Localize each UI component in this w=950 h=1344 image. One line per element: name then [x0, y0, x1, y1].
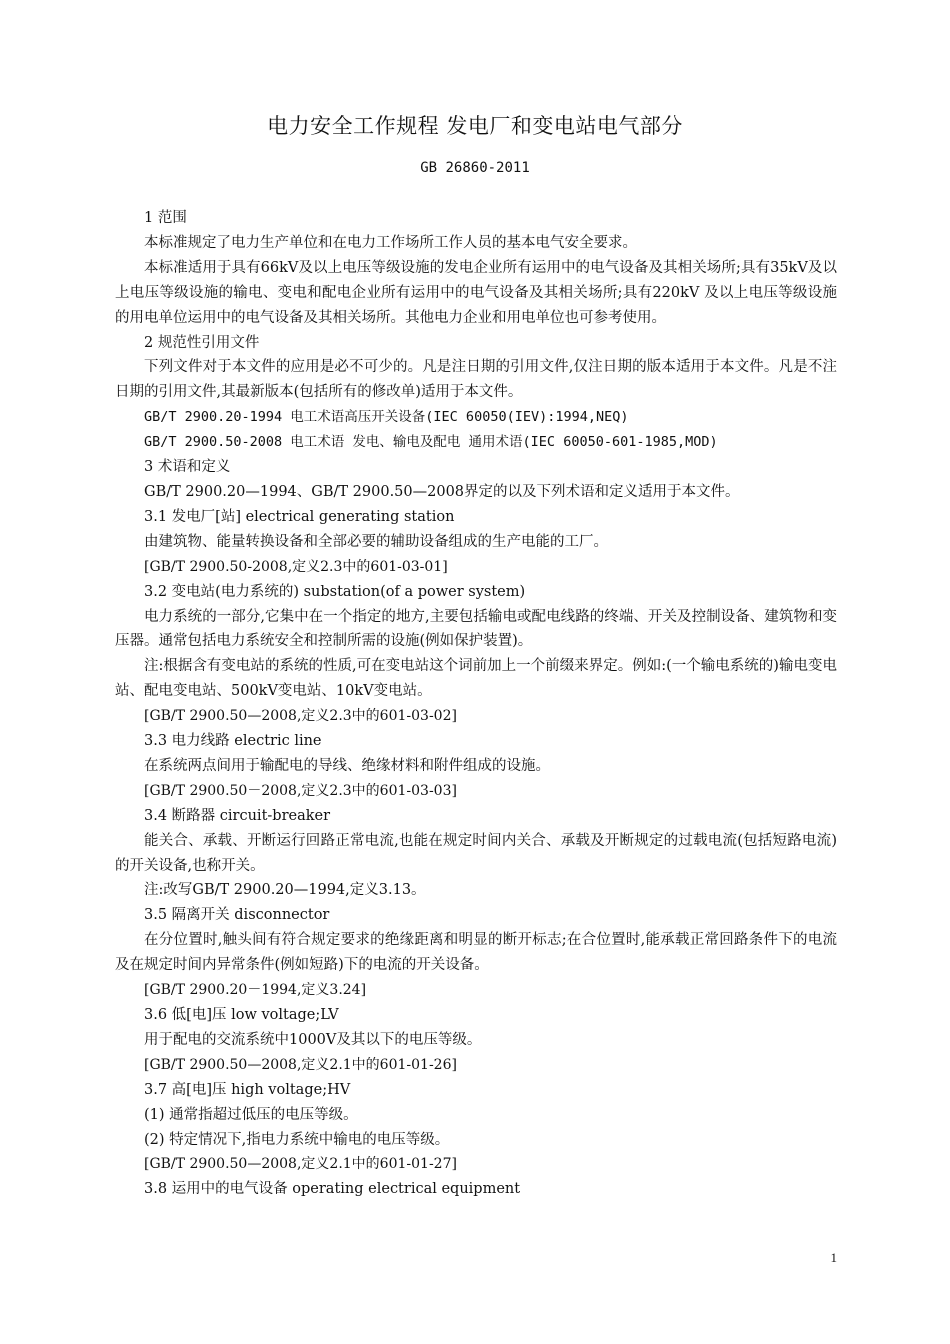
- term-heading: 3.2 变电站(电力系统的) substation(of a power system): [144, 583, 526, 600]
- paragraph: 本标准适用于具有66kV及以上电压等级设施的发电企业所有运用中的电气设备及其相关场所;具有35kV及以上电压等级设施的输电、变电和配电企业所有运用中的电气设备及其相关场所;具有220kV 及以上电压等级设施的用电单位运用中的电气设备及其相关场所。其他电力企业和用电单位也可参考使用。: [115, 259, 837, 326]
- section-heading-scope: 1 范围: [144, 210, 187, 226]
- term-source: [GB/T 2900.20－1994,定义3.24]: [144, 982, 367, 999]
- term-source: [GB/T 2900.50—2008,定义2.1中的601-01-27]: [144, 1156, 457, 1173]
- term-heading: 3.4 断路器 circuit-breaker: [144, 807, 331, 824]
- reference-item: GB/T 2900.20-1994 电工术语高压开关设备(IEC 60050(IEV):1994,NEQ): [144, 409, 629, 426]
- term-heading: 3.6 低[电]压 low voltage;LV: [144, 1007, 339, 1023]
- term-note: 注:改写GB/T 2900.20—1994,定义3.13。: [144, 882, 426, 899]
- section-heading-terms: 3 术语和定义: [144, 459, 231, 476]
- term-source: [GB/T 2900.50—2008,定义2.1中的601-01-26]: [144, 1056, 457, 1073]
- term-source: [GB/T 2900.50—2008,定义2.3中的601-03-02]: [144, 708, 457, 725]
- page-number: 1: [830, 1250, 837, 1265]
- document-title: 电力安全工作规程 发电厂和变电站电气部分: [267, 114, 683, 138]
- term-definition: 能关合、承载、开断运行回路正常电流,也能在规定时间内关合、承载及开断规定的过载电流(包括短路电流)的开关设备,也称开关。: [115, 832, 837, 874]
- term-definition: (1) 通常指超过低压的电压等级。: [144, 1106, 358, 1123]
- term-definition: 由建筑物、能量转换设备和全部必要的辅助设备组成的生产电能的工厂。: [144, 533, 608, 550]
- term-heading: 3.7 高[电]压 high voltage;HV: [144, 1081, 351, 1098]
- term-heading: 3.1 发电厂[站] electrical generating station: [144, 508, 455, 525]
- term-definition: 用于配电的交流系统中1000V及其以下的电压等级。: [144, 1031, 482, 1048]
- term-note: 注:根据含有变电站的系统的性质,可在变电站这个词前加上一个前缀来界定。例如:(一个输电系统的)输电变电站、配电变电站、500kV变电站、10kV变电站。: [115, 658, 837, 700]
- paragraph: 下列文件对于本文件的应用是必不可少的。凡是注日期的引用文件,仅注日期的版本适用于本文件。凡是不注日期的引用文件,其最新版本(包括所有的修改单)适用于本文件。: [115, 359, 837, 401]
- term-definition: 在分位置时,触头间有符合规定要求的绝缘距离和明显的断开标志;在合位置时,能承载正常回路条件下的电流及在规定时间内异常条件(例如短路)下的电流的开关设备。: [115, 932, 837, 974]
- term-source: [GB/T 2900.50-2008,定义2.3中的601-03-01]: [144, 558, 448, 575]
- term-definition: 电力系统的一部分,它集中在一个指定的地方,主要包括输电或配电线路的终端、开关及控制设备、建筑物和变压器。通常包括电力系统安全和控制所需的设施(例如保护装置)。: [115, 608, 837, 650]
- section-heading-normative-references: 2 规范性引用文件: [144, 334, 260, 351]
- term-heading: 3.8 运用中的电气设备 operating electrical equipment: [144, 1181, 521, 1198]
- standard-number: GB 26860-2011: [420, 160, 530, 176]
- paragraph: 本标准规定了电力生产单位和在电力工作场所工作人员的基本电气安全要求。: [144, 234, 637, 251]
- term-heading: 3.5 隔离开关 disconnector: [144, 907, 330, 924]
- term-source: [GB/T 2900.50－2008,定义2.3中的601-03-03]: [144, 782, 457, 799]
- paragraph: GB/T 2900.20—1994、GB/T 2900.50—2008界定的以及下列术语和定义适用于本文件。: [144, 483, 740, 500]
- term-definition: (2) 特定情况下,指电力系统中输电的电压等级。: [144, 1131, 450, 1148]
- term-heading: 3.3 电力线路 electric line: [144, 733, 322, 750]
- document-body: [115, 206, 837, 1202]
- reference-item: GB/T 2900.50-2008 电工术语 发电、输电及配电 通用术语(IEC 60050-601-1985,MOD): [144, 434, 718, 451]
- term-definition: 在系统两点间用于输配电的导线、绝缘材料和附件组成的设施。: [144, 757, 550, 774]
